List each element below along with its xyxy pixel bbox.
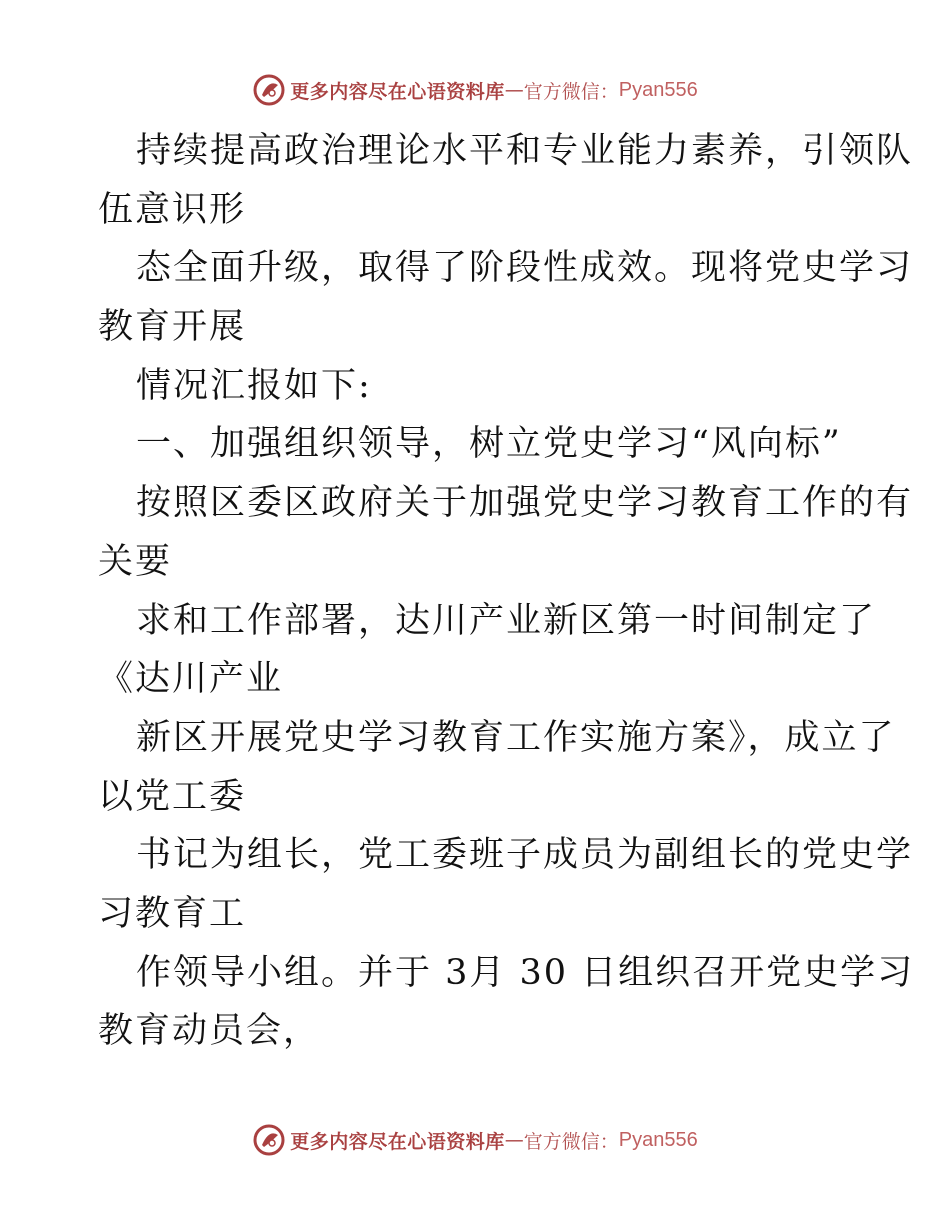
banner-main-text: 更多内容尽在心语资料库 — [290, 80, 505, 103]
text-line: 关要 — [98, 541, 173, 582]
text-line: 习教育工 — [98, 893, 247, 934]
banner-wechat-id: Pyan556 — [618, 78, 698, 101]
text-line: 《达川产业 — [98, 659, 284, 700]
text-line: 书记为组长，党工委班子成员为副组长的党史学 — [136, 835, 914, 876]
text-line: 态全面升级，取得了阶段性成效。现将党史学习 — [136, 248, 914, 289]
banner-wechat-id: Pyan556 — [618, 1128, 698, 1151]
banner-wechat-label: 官方微信： — [523, 80, 619, 103]
text-line: 教育开展 — [98, 307, 247, 348]
header-banner — [0, 70, 950, 110]
section-heading: 一、加强组织领导，树立党史学习“风向标” — [136, 424, 842, 465]
document-body — [98, 122, 915, 1061]
text-line: 以党工委 — [98, 776, 247, 817]
footer-banner — [0, 1120, 950, 1160]
text-line: 持续提高政治理论水平和专业能力素养，引领队 — [136, 131, 914, 171]
text-line: 情况汇报如下: — [136, 365, 372, 406]
seal-logo-icon — [252, 1123, 286, 1157]
text-line: 作领导小组。并于 3月 30 日组织召开党史学习 — [136, 952, 915, 993]
seal-logo-icon — [252, 73, 286, 107]
text-line: 求和工作部署，达川产业新区第一时间制定了 — [136, 600, 877, 641]
banner-wechat-label: 官方微信： — [523, 1130, 619, 1153]
text-line: 新区开展党史学习教育工作实施方案》，成立了 — [136, 717, 896, 758]
text-line: 教育动员会， — [98, 1011, 321, 1052]
banner-main-text: 更多内容尽在心语资料库 — [290, 1130, 505, 1153]
text-line: 按照区委区政府关于加强党史学习教育工作的有 — [136, 483, 914, 524]
text-line: 伍意识形 — [98, 189, 247, 230]
banner-dash: — — [504, 79, 524, 101]
banner-dash: — — [504, 1129, 524, 1151]
